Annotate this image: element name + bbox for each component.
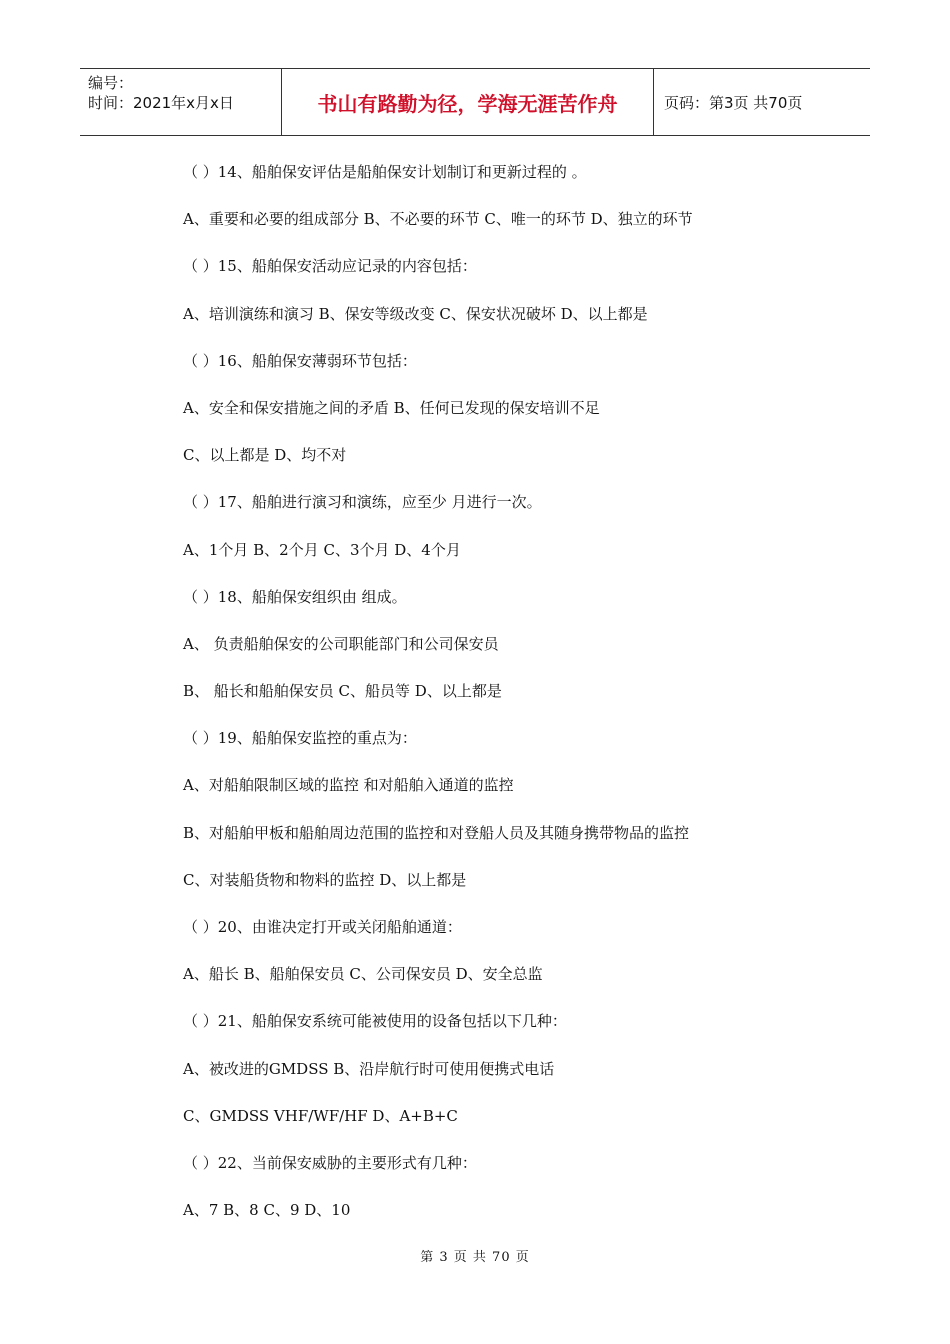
- question-15: （ ）15、船舶保安活动应记录的内容包括：: [183, 257, 477, 276]
- question-18-options-2: B、 船长和船舶保安员 C、船员等 D、以上都是: [183, 682, 502, 701]
- question-19: （ ）19、船舶保安监控的重点为：: [183, 729, 417, 748]
- question-15-options: A、培训演练和演习 B、保安等级改变 C、保安状况破坏 D、以上都是: [183, 304, 648, 323]
- question-20: （ ）20、由谁决定打开或关闭船舶通道：: [183, 918, 462, 936]
- question-16-options-1: A、安全和保安措施之间的矛盾 B、任何已发现的保安培训不足: [183, 398, 600, 417]
- question-16: （ ）16、船舶保安薄弱环节包括：: [183, 351, 417, 370]
- question-14: （ ）14、船舶保安评估是船舶保安计划制订和更新过程的 。: [183, 163, 587, 181]
- page-header: [80, 68, 870, 136]
- question-19-options-1: A、对船舶限制区域的监控 和对船舶入通道的监控: [183, 776, 514, 795]
- question-14-options: A、重要和必要的组成部分 B、不必要的环节 C、唯一的环节 D、独立的环节: [183, 210, 693, 229]
- page-footer: 第 3 页 共 70 页: [420, 1250, 530, 1265]
- document-body: [183, 160, 803, 1245]
- question-17: （ ）17、船舶进行演习和演练，应至少 月进行一次。: [183, 493, 542, 512]
- question-17-options: A、1个月 B、2个月 C、3个月 D、4个月: [183, 540, 461, 559]
- question-21: （ ）21、船舶保安系统可能被使用的设备包括以下几种：: [183, 1012, 567, 1031]
- question-22: （ ）22、当前保安威胁的主要形式有几种：: [183, 1153, 477, 1172]
- question-21-options-1: A、被改进的GMDSS B、沿岸航行时可使用便携式电话: [183, 1059, 555, 1078]
- question-19-options-3: C、对装船货物和物料的监控 D、以上都是: [183, 870, 467, 889]
- header-meta: [80, 69, 282, 135]
- header-page-info: 页码：第3页 共70页: [664, 93, 803, 112]
- question-20-options: A、船长 B、船舶保安员 C、公司保安员 D、安全总监: [183, 965, 543, 984]
- question-22-options: A、7 B、8 C、9 D、10: [183, 1201, 351, 1220]
- question-16-options-2: C、以上都是 D、均不对: [183, 446, 347, 465]
- question-21-options-2: C、GMDSS VHF/WF/HF D、A+B+C: [183, 1106, 458, 1125]
- question-18-options-1: A、 负责船舶保安的公司职能部门和公司保安员: [183, 634, 499, 653]
- question-18: （ ）18、船舶保安组织由 组成。: [183, 587, 407, 606]
- document-number-label: 编号：: [88, 74, 134, 92]
- header-motto: 书山有路勤为径，学海无涯苦作舟: [282, 69, 654, 135]
- question-19-options-2: B、对船舶甲板和船舶周边范围的监控和对登船人员及其随身携带物品的监控: [183, 823, 690, 842]
- document-time-label: 时间：2021年x月x日: [88, 94, 234, 112]
